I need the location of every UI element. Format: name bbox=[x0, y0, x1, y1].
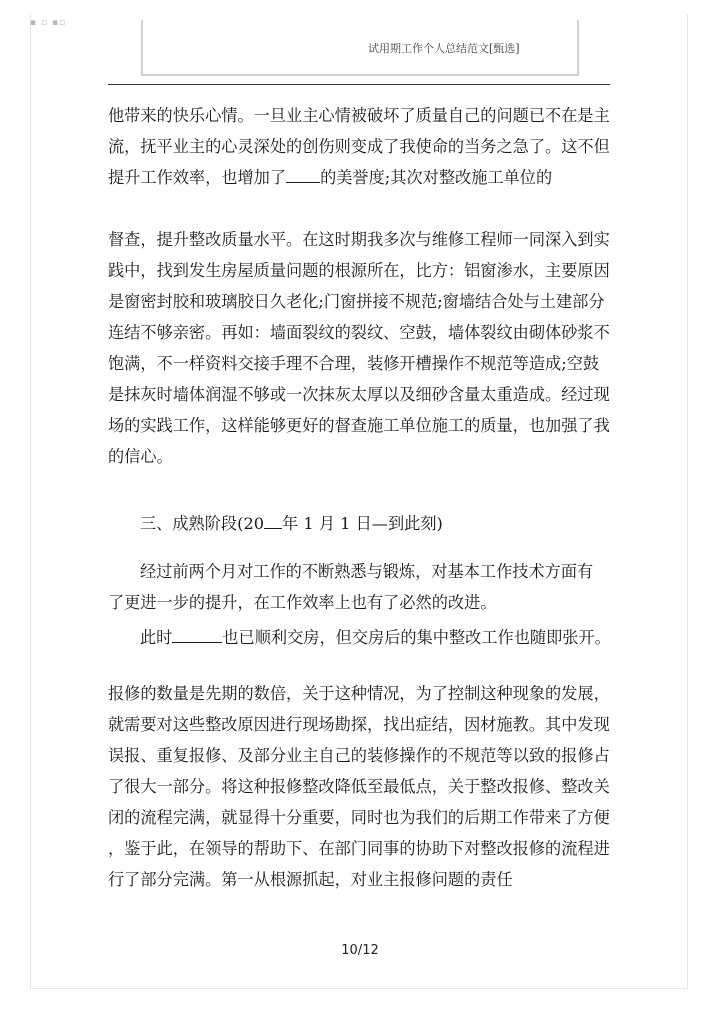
paragraph-4 bbox=[108, 622, 611, 653]
text-line: 了更进一步的提升，在工作效率上也有了必然的改进。 bbox=[108, 593, 497, 612]
page-number: 10/12 bbox=[341, 943, 379, 958]
text-line: ，鉴于此，在领导的帮助下、在部门同事的协助下对整改报修的流程进 bbox=[108, 839, 610, 858]
text-line: 经过前两个月对工作的不断熟悉与锻炼，对基本工作技术方面有 bbox=[140, 562, 594, 581]
corner-mark: ▪ ▫ ▪▫ bbox=[30, 18, 67, 28]
paragraph-2 bbox=[108, 224, 608, 472]
blank-underline bbox=[172, 628, 222, 643]
section-heading bbox=[108, 508, 640, 539]
blank-underline bbox=[264, 514, 282, 529]
text-span: 年 1 月 1 日—到此刻) bbox=[282, 514, 443, 533]
paragraph-5 bbox=[108, 678, 608, 895]
text-line: 的信心。 bbox=[108, 447, 173, 466]
text-line: 连结不够亲密。再如：墙面裂纹的裂纹、空鼓，墙体裂纹由砌体砂浆不 bbox=[108, 323, 610, 342]
header-title: 试用期工作个人总结范文[甄选] bbox=[368, 42, 520, 55]
text-line: 督查，提升整改质量水平。在这时期我多次与维修工程师一同深入到实 bbox=[108, 230, 610, 249]
text-span: 的美誉度;其次对整改施工单位的 bbox=[320, 168, 553, 187]
text-line: 践中，找到发生房屋质量问题的根源所在，比方：铝窗渗水，主要原因 bbox=[108, 261, 610, 280]
text-line: 是抹灰时墙体润湿不够或一次抹灰太厚以及细砂含量太重造成。经过现 bbox=[108, 385, 610, 404]
text-line: 误报、重复报修、及部分业主自己的装修操作的不规范等以致的报修占 bbox=[108, 746, 610, 765]
text-line: 是窗密封胶和玻璃胶日久老化;门窗拼接不规范;窗墙结合处与土建部分 bbox=[108, 292, 605, 311]
text-span: 此时 bbox=[140, 628, 173, 647]
header-rule bbox=[108, 84, 610, 85]
text-line: 他带来的快乐心情。一旦业主心情被破坏了质量自己的问题已不在是主 bbox=[108, 106, 610, 125]
text-line: 就需要对这些整改原因进行现场勘探，找出症结，因材施教。其中发现 bbox=[108, 715, 610, 734]
text-line: 行了部分完满。第一从根源抓起，对业主报修问题的责任 bbox=[108, 870, 513, 889]
text-line bbox=[108, 622, 611, 653]
text-line: 场的实践工作，这样能够更好的督查施工单位施工的质量，也加强了我 bbox=[108, 416, 610, 435]
text-line bbox=[108, 162, 608, 193]
paragraph-3 bbox=[108, 556, 608, 618]
text-line: 报修的数量是先期的数倍，关于这种情况，为了控制这种现象的发展， bbox=[108, 684, 610, 703]
text-span: 也已顺利交房，但交房后的集中整改工作也随即张开。 bbox=[222, 628, 611, 647]
text-line: 了很大一部分。将这种报修整改降低至最低点，关于整改报修、整改关 bbox=[108, 777, 610, 796]
text-line: 闭的流程完满，就显得十分重要，同时也为我们的后期工作带来了方便 bbox=[108, 808, 610, 827]
blank-underline bbox=[286, 168, 320, 183]
paragraph-1 bbox=[108, 100, 608, 193]
text-line: 流，抚平业主的心灵深处的创伤则变成了我使命的当务之急了。这不但 bbox=[108, 137, 610, 156]
text-span: 三、成熟阶段(20 bbox=[140, 514, 265, 533]
text-line: 饱满，不一样资料交接手理不合理，装修开槽操作不规范等造成;空鼓 bbox=[108, 354, 600, 373]
text-span: 提升工作效率，也增加了 bbox=[108, 168, 287, 187]
